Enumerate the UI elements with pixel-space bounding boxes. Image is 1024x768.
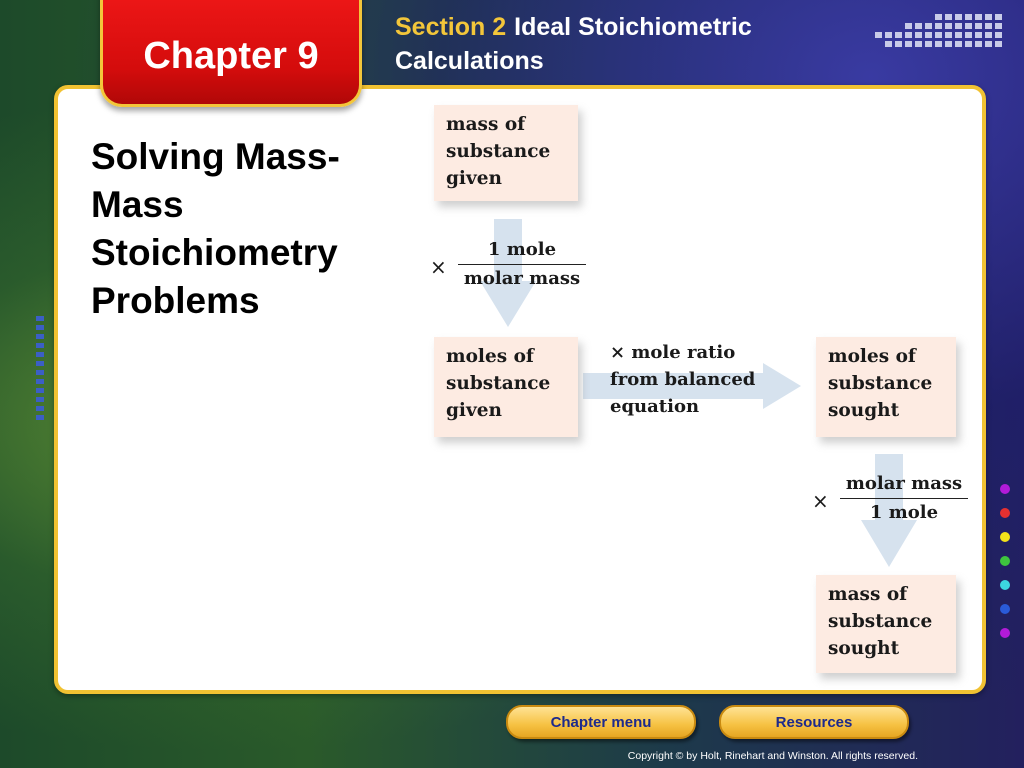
color-dot <box>1000 532 1010 542</box>
chapter-title: Chapter 9 <box>143 34 319 77</box>
grid-decoration <box>875 14 1002 47</box>
multiply-sign-2: × <box>812 489 829 513</box>
chapter-menu-button[interactable]: Chapter menu <box>506 705 696 739</box>
multiply-sign-1: × <box>430 255 447 279</box>
section-label: Section 2 <box>395 13 507 41</box>
copyright-notice: Copyright © by Holt, Rinehart and Winston. All rights reserved. <box>627 750 918 762</box>
resources-button[interactable]: Resources <box>719 705 909 739</box>
color-dot <box>1000 484 1010 494</box>
content-panel <box>54 85 986 694</box>
color-dot <box>1000 508 1010 518</box>
box-mass-given: mass of substance given <box>434 105 578 201</box>
color-dots-decoration <box>1000 484 1010 652</box>
side-decoration <box>36 316 44 424</box>
color-dot <box>1000 604 1010 614</box>
color-dot <box>1000 556 1010 566</box>
chapter-tab <box>100 0 362 107</box>
color-dot <box>1000 580 1010 590</box>
box-mass-sought: mass of substance sought <box>816 575 956 673</box>
conversion-factor-1: 1 mole molar mass <box>458 239 586 289</box>
box-moles-given: moles of substance given <box>434 337 578 437</box>
section-header <box>395 10 825 78</box>
conversion-factor-2: molar mass 1 mole <box>840 473 968 523</box>
section-title: Ideal Stoichiometric Calculations <box>395 13 752 75</box>
mole-ratio-label: × mole ratio from balanced equation <box>610 342 756 417</box>
slide-heading: Solving Mass-Mass Stoichiometry Problems <box>91 136 340 321</box>
color-dot <box>1000 628 1010 638</box>
box-moles-sought: moles of substance sought <box>816 337 956 437</box>
